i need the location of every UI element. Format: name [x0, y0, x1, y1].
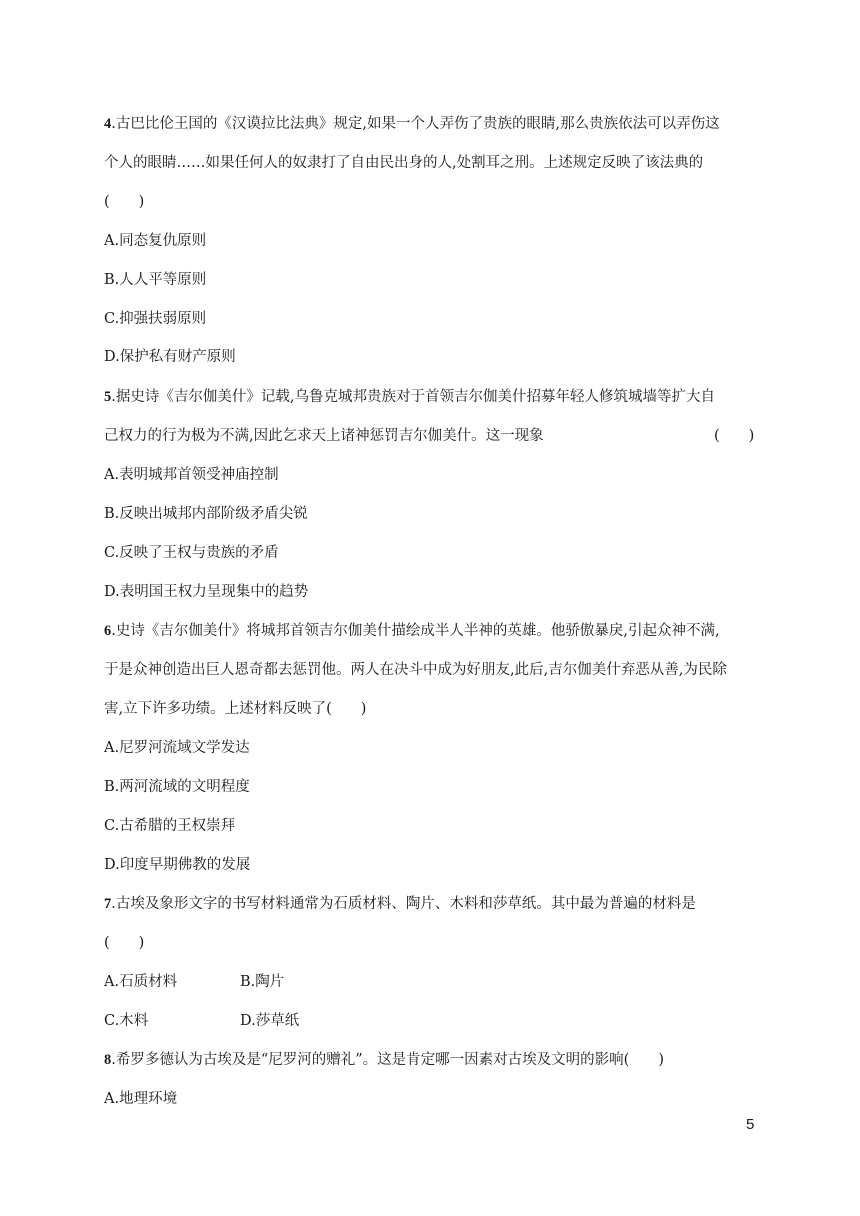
question-6-option-b: B.两河流域的文明程度: [104, 779, 250, 795]
question-4-option-d: D.保护私有财产原则: [104, 349, 236, 365]
question-7-option-c: C.木料: [104, 1013, 149, 1029]
question-6-line-2: 于是众神创造出巨人恩奇都去惩罚他。两人在决斗中成为好朋友,此后,吉尔伽美什弃恶从善,为民除: [104, 662, 727, 678]
page-number: 5: [746, 1116, 755, 1133]
question-8-number: 8: [104, 1052, 112, 1068]
question-8-option-a: A.地理环境: [104, 1091, 178, 1107]
question-5-number: 5: [104, 389, 112, 405]
question-6-option-c: C.古希腊的王权崇拜: [104, 818, 236, 834]
question-6-number: 6: [104, 623, 112, 639]
question-4-line-3: ( ): [104, 194, 145, 210]
question-4-line-1: 4.古巴比伦王国的《汉谟拉比法典》规定,如果一个人弄伤了贵族的眼睛,那么贵族依法可以弄伤这: [104, 116, 720, 132]
question-6-line-1: 6.史诗《吉尔伽美什》将城邦首领吉尔伽美什描绘成半人半神的英雄。他骄傲暴戾,引起众神不满,: [104, 623, 720, 639]
question-4-line-2: 个人的眼睛……如果任何人的奴隶打了自由民出身的人,处割耳之刑。上述规定反映了该法典的: [104, 155, 704, 171]
question-4-option-a: A.同态复仇原则: [104, 233, 207, 249]
question-6-option-a: A.尼罗河流域文学发达: [104, 740, 250, 756]
question-7-option-d: D.莎草纸: [240, 1013, 300, 1029]
question-7-option-b: B.陶片: [240, 974, 285, 990]
question-6-option-d: D.印度早期佛教的发展: [104, 857, 251, 873]
question-6-line-3: 害,立下许多功绩。上述材料反映了( ): [104, 701, 367, 717]
question-5-line-1: 5.据史诗《吉尔伽美什》记载,乌鲁克城邦贵族对于首领吉尔伽美什招募年轻人修筑城墙等扩大自: [104, 389, 715, 405]
question-5-line-2: 己权力的行为极为不满,因此乞求天上诸神惩罚吉尔伽美什。这一现象: [104, 428, 544, 444]
question-7-option-a: A.石质材料: [104, 974, 178, 990]
question-7-line-1: 7.古埃及象形文字的书写材料通常为石质材料、陶片、木料和莎草纸。其中最为普遍的材料是: [104, 896, 696, 912]
question-4-option-c: C.抑强扶弱原则: [104, 311, 207, 327]
question-4-number: 4: [104, 116, 112, 132]
question-5-option-c: C.反映了王权与贵族的矛盾: [104, 545, 279, 561]
question-7-number: 7: [104, 896, 112, 912]
question-5-answer-bracket: ( ): [714, 428, 755, 444]
question-5-option-b: B.反映出城邦内部阶级矛盾尖锐: [104, 506, 308, 522]
question-4-option-b: B.人人平等原则: [104, 272, 207, 288]
question-8-line-1: 8.希罗多德认为古埃及是“尼罗河的赠礼”。这是肯定哪一因素对古埃及文明的影响( ): [104, 1052, 664, 1068]
question-5-option-d: D.表明国王权力呈现集中的趋势: [104, 584, 309, 600]
question-7-line-2: ( ): [104, 935, 145, 951]
question-5-option-a: A.表明城邦首领受神庙控制: [104, 467, 279, 483]
